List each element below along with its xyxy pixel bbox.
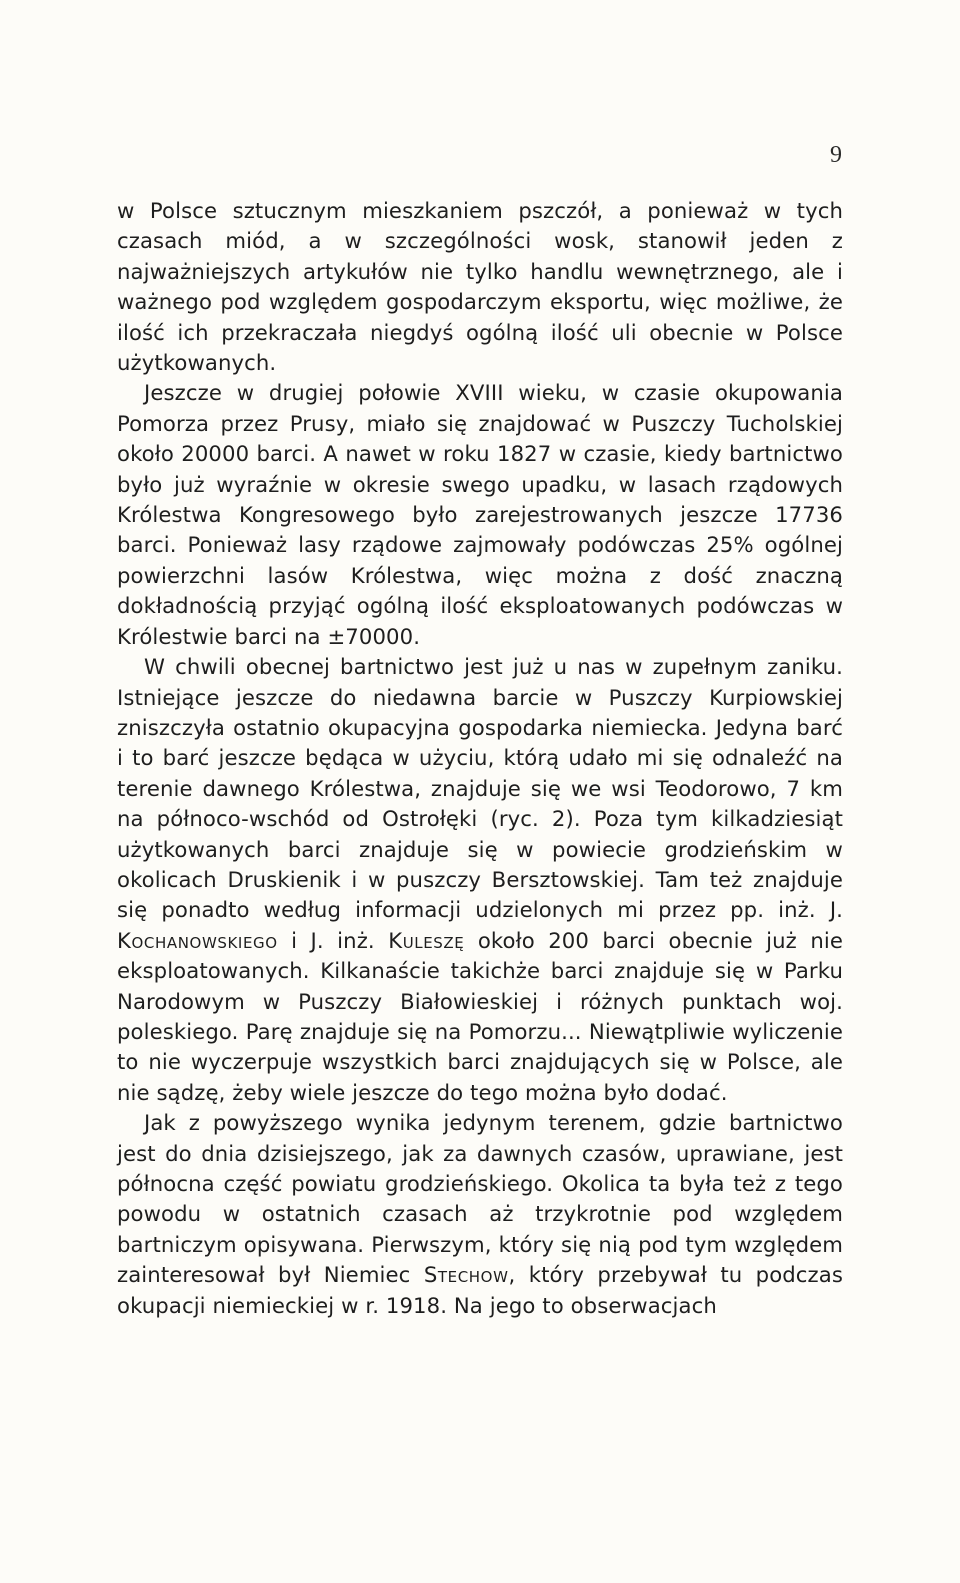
paragraph-3: [117, 652, 843, 1108]
author-name-stechow: Stechow: [423, 1262, 509, 1288]
page-number: 9: [830, 142, 842, 168]
paragraph-1: w Polsce sztucznym mieszkaniem pszczół, a ponieważ w tych czasach miód, a w szczególności wosk, stanowił jeden z najważniejszych artykułów nie tylko handlu wewnętrznego, ale i ważnego pod względem gospodarczym eksportu, więc możliwe, że ilość ich przekraczała niegdyś ogólną ilość uli obecnie w Polsce użytkowanych.: [117, 198, 843, 376]
author-name-kochanowski: Kochanowskiego: [117, 927, 278, 953]
paragraph-3-text: około 200 barci obecnie już nie eksploatowanych. Kilkanaście takichże barci znajduje się w Parku Narodowym w Puszczy Białowieskiej i różnych punktach woj. poleskiego. Parę znajduje się na Pomorzu... Niewątpliwie wyliczenie to nie wyczerpuje wszystkich barci znajdujących się w Polsce, ale nie sądzę, żeby wiele jeszcze do tego można było dodać.: [117, 927, 843, 1105]
paragraph-3-text: W chwili obecnej bartnictwo jest już u nas w zupełnym zaniku. Istniejące jeszcze do niedawna barcie w Puszczy Kurpiowskiej zniszczyła ostatnio okupacyjna gospodarka niemiecka. Jedyna barć i to barć jeszcze będąca w użyciu, którą udało mi się odnaleźć na terenie dawnego Królestwa, znajduje się we wsi Teodorowo, 7 km na północo-wschód od Ostrołęki (ryc. 2). Poza tym kilkadziesiąt użytkowanych barci znajduje się w powiecie grodzieńskim w okolicach Druskienik i w puszczy Bersztowskiej. Tam też znajduje się ponadto według informacji udzielonych mi przez pp. inż. J.: [117, 654, 843, 923]
body-text: [117, 196, 843, 1321]
paragraph-2: Jeszcze w drugiej połowie XVIII wieku, w czasie okupowania Pomorza przez Prusy, miało się znajdować w Puszczy Tucholskiej około 20000 barci. A nawet w roku 1827 w czasie, kiedy bartnictwo było już wyraźnie w okresie swego upadku, w lasach rządowych Królestwa Kongresowego było zarejestrowanych jeszcze 17736 barci. Ponieważ lasy rządowe zajmowały podówczas 25% ogólnej powierzchni lasów Królestwa, więc można z dość znaczną dokładnością przyjąć ogólną ilość eksploatowanych podówczas w Królestwie barci na ±70000.: [117, 380, 843, 649]
paragraph-4-text: Jak z powyższego wynika jedynym terenem, gdzie bartnictwo jest do dnia dzisiejszego, jak za dawnych czasów, uprawiane, jest północna część powiatu grodzieńskiego. Okolica ta była też z tego powodu w ostatnich czasach aż trzykrotnie pod względem bartniczym opisywana. Pierwszym, który się nią pod tym względem zainteresował był Niemiec: [117, 1110, 843, 1288]
paragraph-4: [117, 1108, 843, 1321]
paragraph-4-text: , który przebywał tu podczas okupacji niemieckiej w r. 1918. Na jego to obserwacjach: [117, 1262, 843, 1318]
paragraph-3-text: i J. inż.: [277, 927, 389, 953]
author-name-kulesza: Kuleszę: [388, 927, 465, 953]
